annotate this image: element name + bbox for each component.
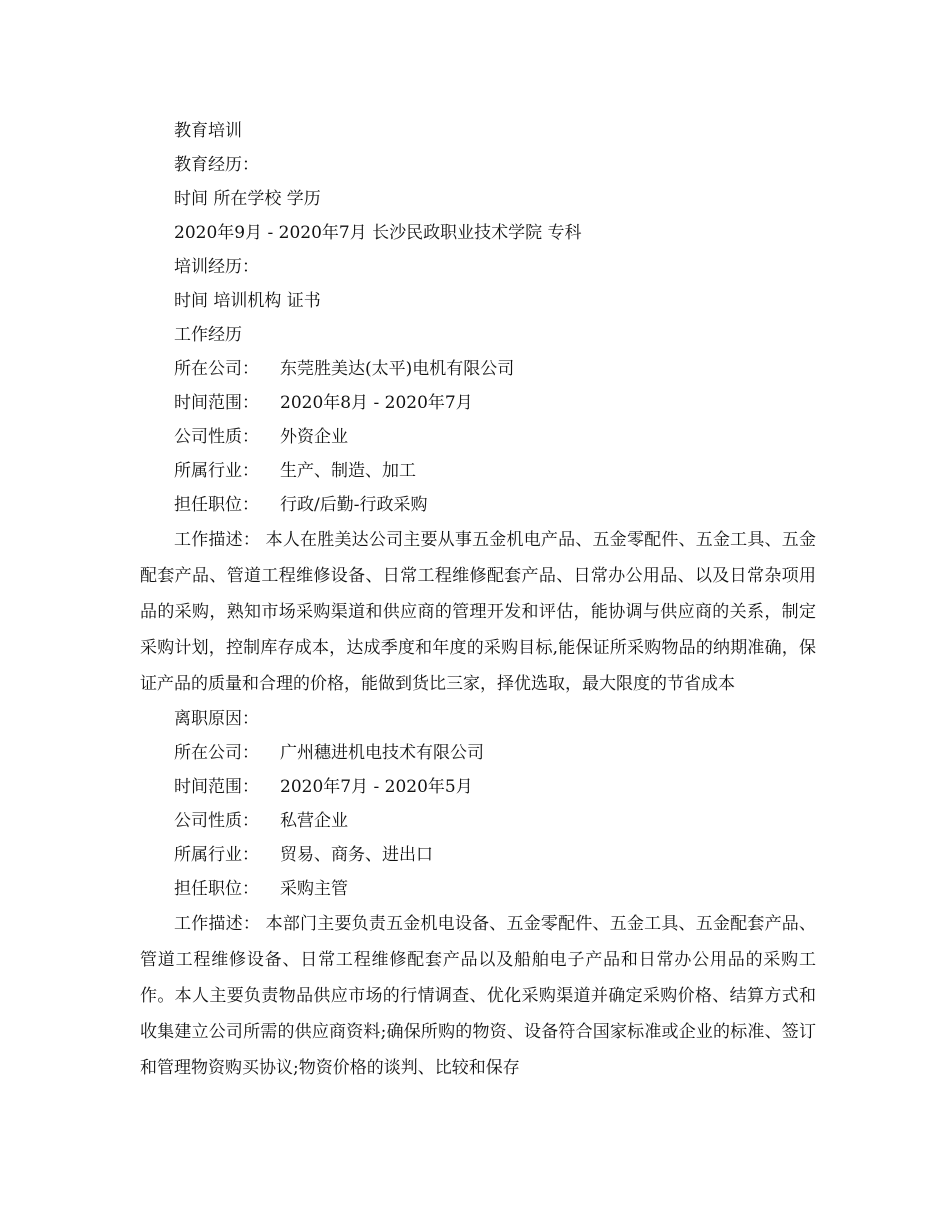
- job-2-company-label: 所在公司：: [174, 743, 259, 763]
- job-1-leave-reason-label: 离职原因：: [174, 709, 259, 729]
- job-2-industry: 贸易、商务、进出口: [280, 845, 433, 865]
- job-2-company: 广州穗进机电技术有限公司: [280, 743, 484, 763]
- section-title-education: 教育培训: [174, 121, 242, 141]
- job-2-nature: 私营企业: [280, 811, 348, 831]
- job-2-industry-row: [140, 838, 816, 872]
- job-1-nature: 外资企业: [280, 427, 348, 447]
- job-1-company-label: 所在公司：: [174, 359, 259, 379]
- job-1-position: 行政/后勤-行政采购: [280, 495, 428, 515]
- job-2-company-row: [140, 736, 816, 770]
- education-history-label: 教育经历：: [174, 155, 259, 175]
- job-2-position: 采购主管: [280, 879, 348, 899]
- job-1-industry-label: 所属行业：: [174, 461, 259, 481]
- education-table-header: 时间 所在学校 学历: [174, 189, 321, 209]
- job-1-nature-row: [140, 420, 816, 454]
- job-1-nature-label: 公司性质：: [174, 427, 259, 447]
- job-1-company: 东莞胜美达(太平)电机有限公司: [280, 359, 515, 379]
- training-history-label: 培训经历：: [174, 257, 259, 277]
- job-1-industry-row: [140, 454, 816, 488]
- education-entry: 2020年9月 - 2020年7月 长沙民政职业技术学院 专科: [174, 223, 582, 243]
- training-table-header: 时间 培训机构 证书: [174, 291, 321, 311]
- job-2-period-label: 时间范围：: [174, 777, 259, 797]
- job-2-nature-label: 公司性质：: [174, 811, 259, 831]
- job-1-period: 2020年8月 - 2020年7月: [280, 393, 473, 413]
- job-2-position-label: 担任职位：: [174, 879, 259, 899]
- job-2-period: 2020年7月 - 2020年5月: [280, 777, 473, 797]
- job-1-position-label: 担任职位：: [174, 495, 259, 515]
- job-2-position-row: [140, 872, 816, 906]
- job-2-nature-row: [140, 804, 816, 838]
- job-2-industry-label: 所属行业：: [174, 845, 259, 865]
- job-1-position-row: [140, 488, 816, 522]
- job-1-period-row: [140, 386, 816, 420]
- section-title-work: 工作经历: [174, 325, 242, 345]
- resume-page: [140, 114, 816, 1086]
- job-1-description: 工作描述： 本人在胜美达公司主要从事五金机电产品、五金零配件、五金工具、五金配套产品、管道工程维修设备、日常工程维修配套产品、日常办公用品、以及日常杂项用品的采购，熟知市场采购渠道和供应商的管理开发和评估，能协调与供应商的关系，制定采购计划，控制库存成本，达成季度和年度的采购目标,能保证所采购物品的纳期准确，保证产品的质量和合理的价格，能做到货比三家，择优选取，最大限度的节省成本: [140, 530, 816, 694]
- job-1-period-label: 时间范围：: [174, 393, 259, 413]
- job-1-industry: 生产、制造、加工: [280, 461, 416, 481]
- job-2-period-row: [140, 770, 816, 804]
- job-2-description: 工作描述： 本部门主要负责五金机电设备、五金零配件、五金工具、五金配套产品、管道工程维修设备、日常工程维修配套产品以及船舶电子产品和日常办公用品的采购工作。本人主要负责物品供应市场的行情调查、优化采购渠道并确定采购价格、结算方式和收集建立公司所需的供应商资料;确保所购的物资、设备符合国家标准或企业的标准、签订和管理物资购买协议;物资价格的谈判、比较和保存: [140, 914, 816, 1078]
- job-1-company-row: [140, 352, 816, 386]
